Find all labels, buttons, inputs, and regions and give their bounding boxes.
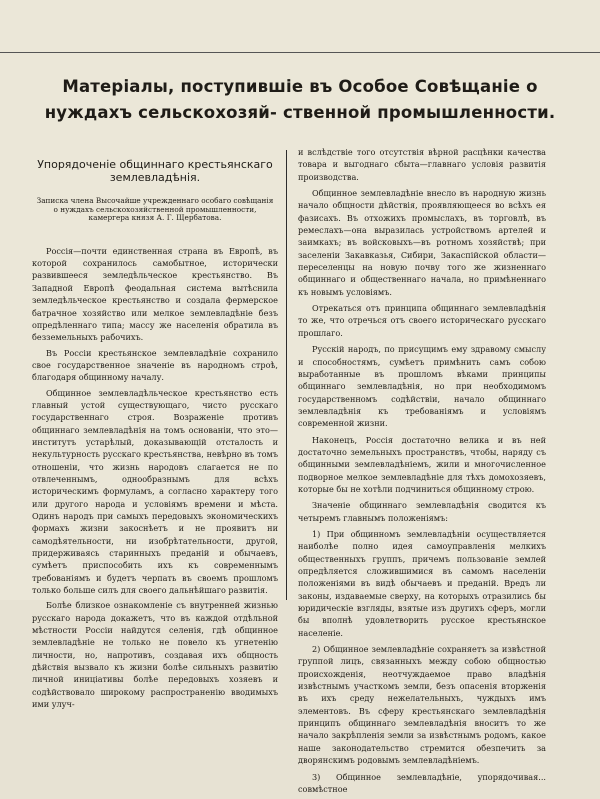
- left-column: [32, 150, 278, 714]
- paragraph: Общинное землевладѣніе внесло въ народную жизнь начало общности дѣйствія, проявляющееся во всѣхъ ея фазисахъ. Въ отхожихъ промыслахъ, въ торговлѣ, въ ремеслахъ—она выразилась устройствомъ артелей и заимкахъ; въ войсковыхъ—въ ротномъ хозяйствѣ; при заселеніи Закавказья, Сибири, Закаспійской области—переселенцы на новую почву того же жизненнаго общиннаго и общественнаго начала, но примѣненнаго къ новымъ условіямъ.: [298, 188, 546, 297]
- paragraph: Россія—почти единственная страна въ Европѣ, въ которой сохранилось самобытное, исторически развившееся земледѣльческое крестьянство. Въ Западной Европѣ феодальная система вытѣснила земледѣльческое крестьянство и создала фермерское батрачное хозяйство или мелкое землевладѣніе безъ опредѣленнаго типа; массу же населенія обратила въ безземельныхъ рабочихъ.: [32, 245, 278, 343]
- top-rule: [0, 52, 600, 53]
- paragraph: и вслѣдствіе того отсутствія вѣрной расцѣнки качества товара и выгоднаго сбыта—главнаго условія развитія производства.: [298, 147, 546, 182]
- right-column: [298, 146, 546, 799]
- page-title: Матеріалы, поступившіе въ Особое Совѣщаніе о нуждахъ сельскохозяй- ственной промышленности.: [44, 77, 556, 122]
- paragraph: Въ Россіи крестьянское землевладѣніе сохранило свое государственное значеніе въ народномъ строѣ, благодаря общинному началу.: [32, 347, 278, 383]
- paragraph: 3) Общинное землевладѣніе, упорядочивая... совмѣстное: [298, 771, 546, 794]
- paragraph: 2) Общинное землевладѣніе сохраняетъ за извѣстной группой лицъ, связанныхъ между собою общностью происхожденія, неотчуждаемое право владѣнія извѣстнымъ участкомъ земли, безъ опасенія вторженія въ ихъ среду нежелательныхъ, чуждыхъ имъ элементовъ. Въ сферу крестьянскаго землевладѣнія принципъ общиннаго землевладѣнія вноситъ то же начало закрѣпленія земли за извѣстнымъ родомъ, какое наше законодательство стремится обезпечить за дворянскимъ родовымъ землевладѣніемъ.: [298, 644, 546, 766]
- paragraph: Значеніе общиннаго землевладѣнія сводится къ четыремъ главнымъ положеніямъ:: [298, 500, 546, 523]
- paragraph: 1) При общинномъ землевладѣніи осуществляется наиболѣе полно идея самоуправленія мелкихъ общественныхъ группъ, причемъ пользованіе землей опредѣляется сложившимися въ самомъ населеніи положеніями въ видѣ обычаевъ и преданій. Вредъ ли законы, издаваемые сверху, на которыхъ отразились бы юридическіе взгляды, взятые изъ другихъ сферъ, могли бы вполнѣ удовлетворить русское крестьянское населеніе.: [298, 528, 546, 638]
- section-title: Упорядоченіе общиннаго крестьянскаго землевладѣнія.: [37, 158, 273, 184]
- paragraph: Болѣе близкое ознакомленіе съ внутренней жизнью русскаго народа докажетъ, что въ каждой отдѣльной мѣстности Россіи найдутся селенія, гдѣ общинное землевладѣніе не только не повело къ угнетенію личности, но, напротивъ, создавая ихъ общность дѣйствія вызвало къ жизни болѣе сильныхъ развитію личной иниціативы болѣе передовыхъ хозяевъ и содѣйствовало широкому распространенію вводимыхъ ими улуч-: [32, 600, 278, 710]
- author-note: Записка члена Высочайше учрежденнаго особаго совѣщанія о нуждахъ сельскохозяйственной промышленности, камергера князя А. Г. Щербатова.: [36, 196, 274, 223]
- paragraph: Отрекаться отъ принципа общиннаго землевладѣнія то же, что отречься отъ своего историческаго русскаго прошлаго.: [298, 303, 546, 338]
- paragraph: Общинное землевладѣльческое крестьянство есть главный устой существующаго, чисто русскаго государственнаго строя. Возраженіе противъ общиннаго землевладѣнія на томъ основаніи, что это—институтъ устарѣлый, доказывающій отсталость и некультурность русскаго крестьянства, невѣрно въ томъ отношеніи, что жизнь народовъ слагается не по отвлеченнымъ, однообразнымъ для всѣхъ историческимъ формуламъ, а согласно характеру того или другого народа и условіямъ времени и мѣста. Одинъ народъ при самыхъ передовыхъ экономическихъ формахъ жизни закоснѣетъ и не проявитъ ни самодѣятельности, ни изобрѣтательности, другой, придерживаясь старинныхъ преданій и обычаевъ, сумѣетъ приспособить ихъ къ современнымъ требованіямъ и будетъ черпать въ своемъ прошломъ только больше силъ для своего дальнѣйшаго развитія.: [32, 387, 278, 596]
- paragraph: Наконецъ, Россія достаточно велика и въ ней достаточно земельныхъ пространствъ, чтобы, наряду съ общинными землевладѣніемъ, жили и многочисленное подворное мелкое землевладѣніе для тѣхъ домохозяевъ, которые бы не хотѣли подчиниться общинному строю.: [298, 434, 546, 494]
- column-divider: [286, 150, 287, 600]
- paragraph: Русскій народъ, по присущимъ ему здравому смыслу и способностямъ, сумѣетъ примѣнить самъ собою выработанные въ прошломъ вѣками принципы общиннаго землевладѣнія, но при необходимомъ государственномъ содѣйствіи, начало общиннаго землевладѣнія къ требованіямъ и условіямъ современной жизни.: [298, 344, 546, 429]
